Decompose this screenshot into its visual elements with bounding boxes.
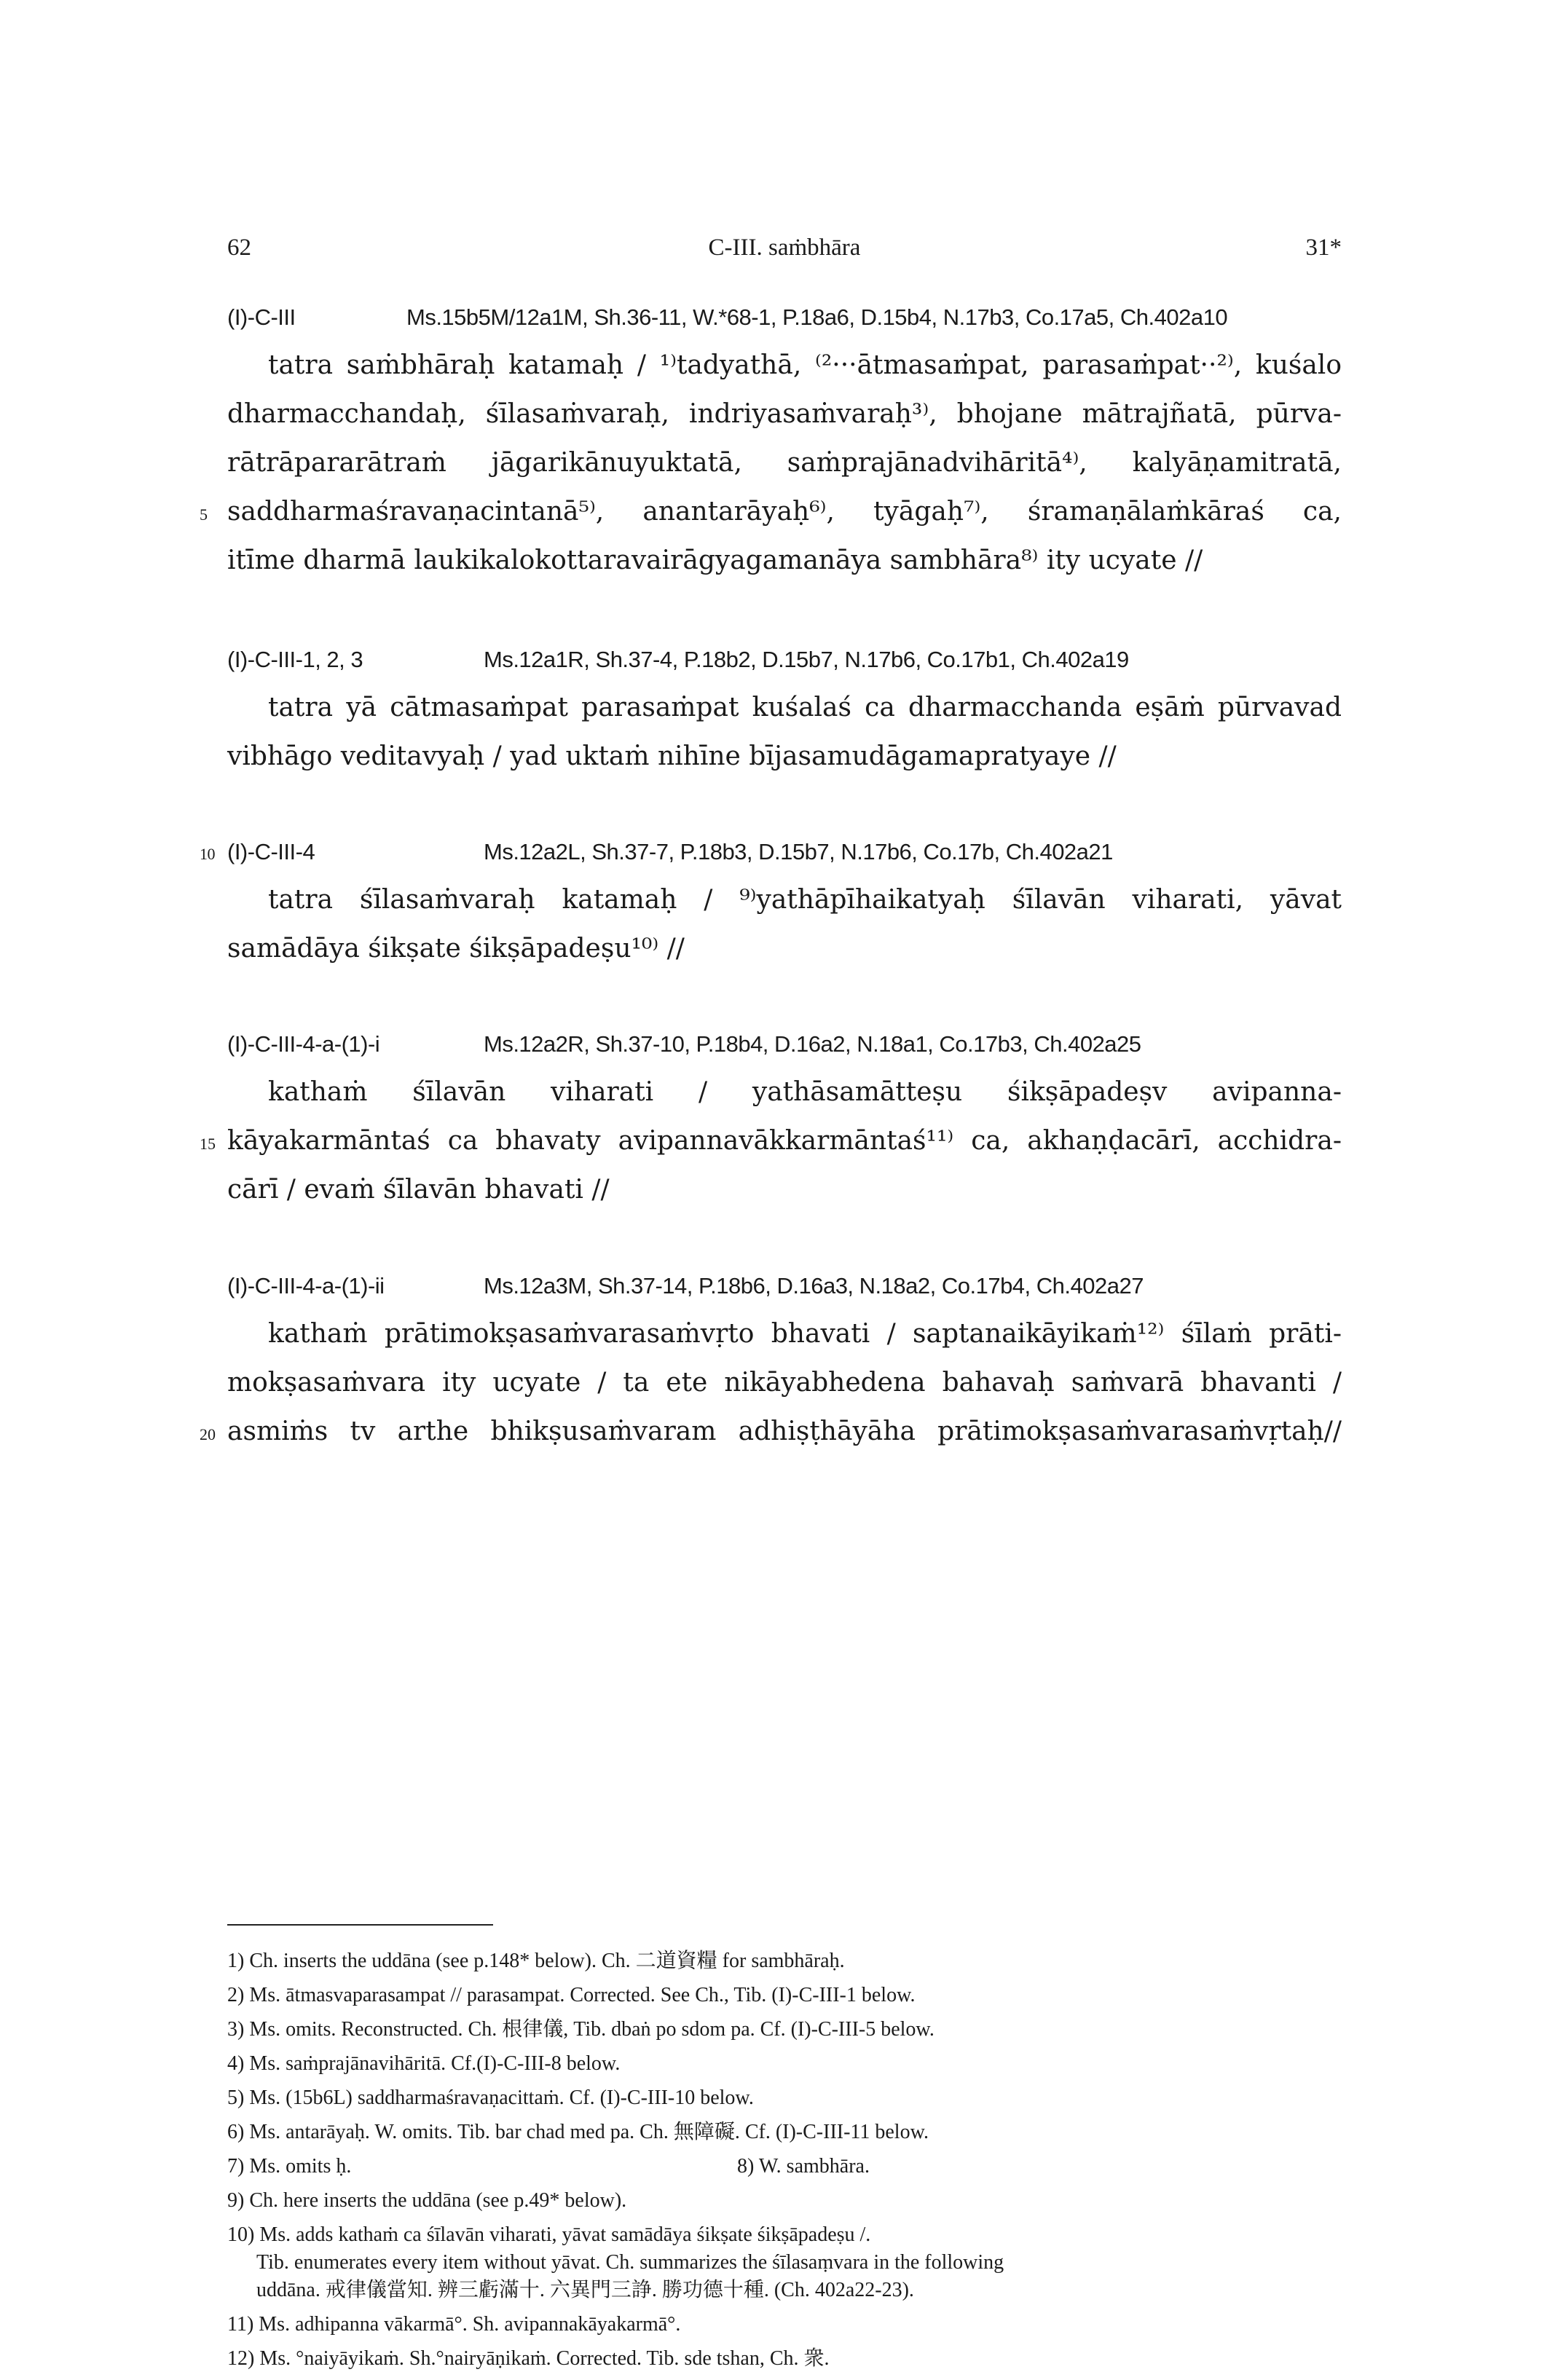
text-line-content: asmiṁs tv arthe bhikṣusaṁvaram adhiṣṭhāyāha prātimokṣasaṁvarasaṁvṛtaḥ// [227,1416,1342,1446]
edition-page-number: 31* [1305,235,1342,261]
text-line-content: tatra śīlasaṁvaraḥ katamaḥ / ⁹⁾yathāpīhaikatyaḥ śīlavān viharati, yāvat [268,885,1342,915]
section-text [227,875,1342,973]
footnote-text: 9) Ch. here inserts the uddāna (see p.49* below). [227,2189,627,2212]
page-number: 62 [227,235,251,261]
footnote-text: 8) W. sambhāra. [737,2155,870,2178]
text-line-content: tatra yā cātmasaṁpat parasaṁpat kuśalaś ca dharmacchanda eṣāṁ pūrvavad [268,693,1342,722]
section-reference [227,1031,1342,1068]
footnote [227,2346,1342,2380]
text-line-content: mokṣasaṁvara ity ucyate / ta ete nikāyabhedena bahavaḥ saṁvarā bhavanti / [227,1368,1342,1398]
text-line-content: samādāya śikṣate śikṣāpadeṣu¹⁰⁾ // [227,934,685,964]
footnote-text: 10) Ms. adds kathaṁ ca śīlavān viharati, yāvat samādāya śikṣate śikṣāpadeṣu /. [227,2223,871,2246]
section-reference [200,839,1342,875]
footnote [227,2312,1342,2346]
section-sources: Ms.12a2R, Sh.37-10, P.18b4, D.16a2, N.18a1, Co.17b3, Ch.402a25 [484,1031,1141,1057]
text-line [227,1358,1342,1407]
line-number: 15 [200,1135,216,1153]
text-line-content: cārī / evaṁ śīlavān bhavati // [227,1175,610,1205]
text-line [227,924,1342,973]
footnote-separator [227,1924,493,1926]
text-line-content: kathaṁ śīlavān viharati / yathāsamātteṣu śikṣāpadeṣv avipanna- [268,1077,1342,1107]
footnote-text: 11) Ms. adhipanna vākarmā°. Sh. avipannakāyakarmā°. [227,2313,681,2336]
footnote-text: 3) Ms. omits. Reconstructed. Ch. 根律儀, Tib. dbaṅ po sdom pa. Cf. (I)-C-III-5 below. [227,2018,935,2041]
text-line [227,875,1342,924]
section-id: (I)-C-III-4-a-(1)-i [227,1031,380,1057]
text-line-content: rātrāpararātraṁ jāgarikānuyuktatā, saṁprajānadvihāritā⁴⁾, kalyāṇamitratā, [227,448,1342,478]
section-text [227,683,1342,781]
footnote [227,2188,1342,2222]
footnote-text: 2) Ms. ātmasvaparasampat // parasampat. Corrected. See Ch., Tib. (I)-C-III-1 below. [227,1984,916,2006]
line-number: 10 [200,845,215,863]
line-number: 5 [200,505,208,524]
section-id: (I)-C-III [227,304,296,330]
section-sources: Ms.12a3M, Sh.37-14, P.18b6, D.16a3, N.18a2, Co.17b4, Ch.402a27 [484,1273,1144,1299]
footnote [227,2154,1342,2188]
section-text [200,1068,1342,1214]
text-line-content: kathaṁ prātimokṣasaṁvarasaṁvṛto bhavati / saptanaikāyikaṁ¹²⁾ śīlaṁ prāti- [268,1319,1342,1349]
running-header [227,235,1342,271]
text-line [227,1165,1342,1214]
text-line-content: saddharmaśravaṇacintanā⁵⁾, anantarāyaḥ⁶⁾, tyāgaḥ⁷⁾, śramaṇālaṁkāraś ca, [227,497,1342,527]
section-reference [227,1273,1342,1309]
section [200,1031,1342,1214]
section [200,304,1342,585]
footnote-text: 1) Ch. inserts the uddāna (see p.148* below). Ch. 二道資糧 for sambhāraḥ. [227,1950,845,1972]
text-line [200,487,1342,536]
chapter-title: C-III. saṁbhāra [708,235,861,261]
text-line-content: dharmacchandaḥ, śīlasaṁvaraḥ, indriyasaṁvaraḥ³⁾, bhojane mātrajñatā, pūrva- [227,399,1342,429]
section [227,647,1342,781]
section-sources: Ms.15b5M/12a1M, Sh.36-11, W.*68-1, P.18a6, D.15b4, N.17b3, Co.17a5, Ch.402a10 [406,304,1228,330]
section-reference [227,647,1342,683]
text-line [227,683,1342,732]
footnote-continuation [227,2277,1342,2312]
section-id: (I)-C-III-4-a-(1)-ii [227,1273,385,1299]
text-line-content: tatra saṁbhāraḥ katamaḥ / ¹⁾tadyathā, ⁽²···ātmasaṁpat, parasaṁpat··²⁾, kuśalo [268,350,1342,380]
text-line [227,341,1342,390]
footnote-text: 5) Ms. (15b6L) saddharmaśravaṇacittaṁ. Cf. (I)-C-III-10 below. [227,2087,754,2109]
text-line [227,390,1342,438]
text-line [227,1068,1342,1116]
footnotes [227,1948,1342,2380]
footnote-continuation [227,2250,1342,2277]
footnote [227,1948,1342,1982]
footnote [227,2085,1342,2119]
footnote-text: Tib. enumerates every item without yāvat. Ch. summarizes the śīlasaṃvara in the following [256,2251,1004,2274]
footnote-text: 6) Ms. antarāyaḥ. W. omits. Tib. bar chad med pa. Ch. 無障礙. Cf. (I)-C-III-11 below. [227,2121,929,2143]
footnote [227,2119,1342,2154]
text-line-content: kāyakarmāntaś ca bhavaty avipannavākkarmāntaś¹¹⁾ ca, akhaṇḍacārī, acchidra- [227,1126,1342,1156]
footnote-text: uddāna. 戒律儀當知. 辨三虧滿十. 六異門三諍. 勝功德十種. (Ch. 402a22-23). [256,2279,914,2301]
section-text [200,341,1342,585]
footnote-text: 12) Ms. °naiyāyikaṁ. Sh.°nairyāṇikaṁ. Corrected. Tib. sde tshan, Ch. 衆. [227,2347,830,2370]
section-sources: Ms.12a2L, Sh.37-7, P.18b3, D.15b7, N.17b6, Co.17b, Ch.402a21 [484,839,1113,864]
text-line-content: itīme dharmā laukikalokottaravairāgyagamanāya sambhāra⁸⁾ ity ucyate // [227,545,1203,575]
footnote [227,2051,1342,2085]
section-reference [227,304,1342,341]
text-line [200,1407,1342,1456]
section-sources: Ms.12a1R, Sh.37-4, P.18b2, D.15b7, N.17b6, Co.17b1, Ch.402a19 [484,647,1129,672]
text-line [227,438,1342,487]
section [200,839,1342,973]
section-text [200,1309,1342,1456]
footnote [227,2017,1342,2051]
section-id: (I)-C-III-1, 2, 3 [227,647,363,672]
section [200,1273,1342,1456]
text-line [227,732,1342,781]
footnote-text: 4) Ms. saṁprajānavihāritā. Cf.(I)-C-III-8 below. [227,2052,621,2075]
text-line [227,536,1342,585]
text-line [200,1116,1342,1165]
footnote-text: 7) Ms. omits ḥ. [227,2155,352,2178]
line-number: 20 [200,1425,216,1443]
text-line [227,1309,1342,1358]
text-line-content: vibhāgo veditavyaḥ / yad uktaṁ nihīne bījasamudāgamapratyaye // [227,741,1117,771]
section-id: (I)-C-III-4 [227,839,315,864]
footnote [227,2222,1342,2250]
footnote [227,1982,1342,2017]
